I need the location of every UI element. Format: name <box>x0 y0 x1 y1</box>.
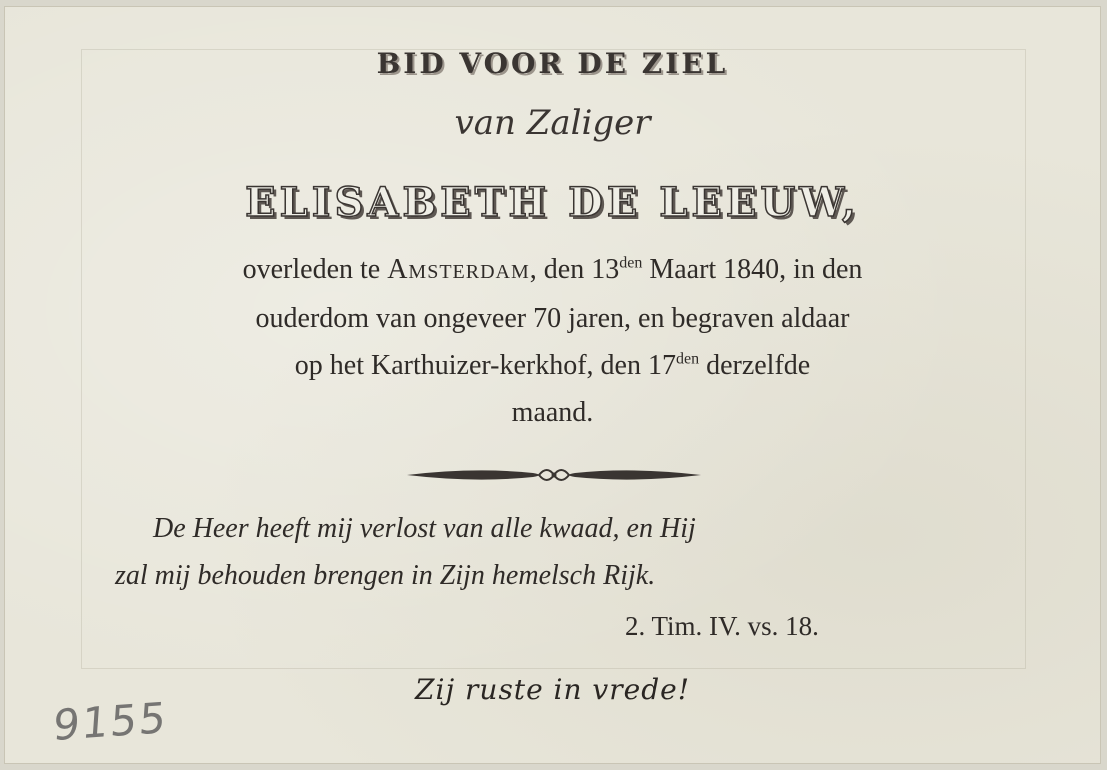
body-line-1 <box>5 254 1100 286</box>
city-name: Amsterdam <box>387 254 530 285</box>
card-subheader: van Zaliger <box>454 103 651 143</box>
body-line-1-date: , den 13 <box>529 254 620 285</box>
body-line-1-end: Maart 1840, in den <box>642 254 863 285</box>
ornamental-divider <box>405 462 703 488</box>
closing-blessing: Zij ruste in vrede! <box>415 673 690 706</box>
memorial-card <box>4 6 1101 764</box>
body-line-3-superscript: den <box>675 350 700 368</box>
verse-line-2: zal mij behouden brengen in Zijn hemelsch Rijk. <box>115 560 656 591</box>
deceased-name: ELISABETH DE LEEUW, <box>245 179 860 226</box>
body-line-1-superscript: den <box>619 254 643 272</box>
body-line-3-start: op het Karthuizer-kerkhof, den 17 <box>294 350 676 381</box>
card-header: BID VOOR DE ZIEL <box>376 47 729 80</box>
verse-line-1: De Heer heeft mij verlost van alle kwaad, en Hij <box>153 513 696 544</box>
body-line-1-start: overleden te <box>242 254 388 285</box>
handwritten-catalog-number: 9155 <box>51 692 170 751</box>
verse-reference: 2. Tim. IV. vs. 18. <box>625 611 819 641</box>
body-line-3 <box>5 350 1100 382</box>
body-line-3-end: derzelfde <box>699 350 811 381</box>
body-line-2: ouderdom van ongeveer 70 jaren, en begraven aldaar <box>255 303 850 334</box>
body-line-4: maand. <box>511 397 594 428</box>
